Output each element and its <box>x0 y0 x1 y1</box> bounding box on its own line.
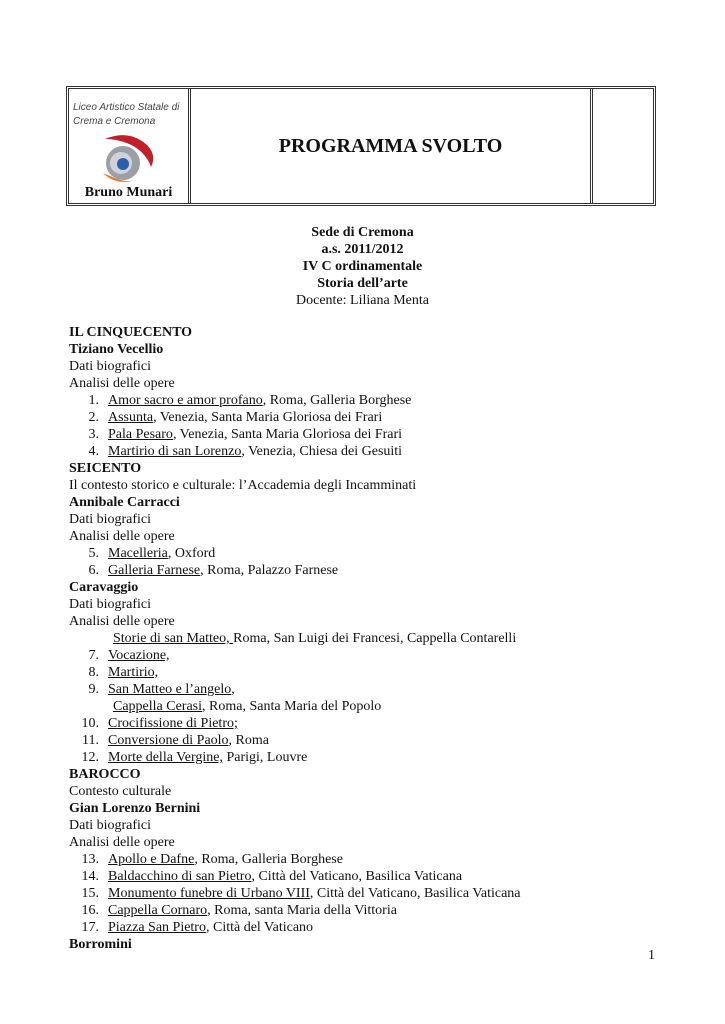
analisi-opere: Analisi delle opere <box>69 835 175 850</box>
work-title: Cappella Cornaro <box>108 903 208 918</box>
contesto-seicento: Il contesto storico e culturale: l’Accademia degli Incamminati <box>69 478 417 493</box>
artist-bernini: Gian Lorenzo Bernini <box>69 801 201 816</box>
course-info <box>0 224 725 309</box>
work-title: Assunta <box>108 410 154 425</box>
document-title: PROGRAMMA SVOLTO <box>278 134 503 157</box>
dati-biografici: Dati biografici <box>69 359 152 374</box>
work-title: Morte della Vergine, <box>108 750 223 765</box>
work-title: Vocazione, <box>108 648 170 663</box>
analisi-opere: Analisi delle opere <box>69 376 175 391</box>
work-title: Martirio di san Lorenzo <box>108 444 242 459</box>
work-title: Crocifissione di Pietro; <box>108 716 238 731</box>
dati-biografici: Dati biografici <box>69 818 152 833</box>
work-title: Martirio, <box>108 665 159 680</box>
materia: Storia dell’arte <box>317 276 408 291</box>
artist-tiziano: Tiziano Vecellio <box>69 342 164 357</box>
school-caption <box>73 101 191 129</box>
artist-borromini: Borromini <box>69 937 132 952</box>
artist-carracci: Annibale Carracci <box>69 495 180 510</box>
work-title: Amor sacro e amor profano <box>108 393 263 408</box>
dati-biografici: Dati biografici <box>69 512 152 527</box>
analisi-opere: Analisi delle opere <box>69 529 175 544</box>
work-title: Storie di san Matteo, <box>113 631 234 646</box>
sede: Sede di Cremona <box>311 225 414 240</box>
work-title: Galleria Farnese <box>108 563 201 578</box>
school-line-2: Crema e Cremona <box>73 116 156 127</box>
contesto-barocco: Contesto culturale <box>69 784 172 799</box>
header-table <box>66 86 656 206</box>
heading-barocco: BAROCCO <box>69 767 141 782</box>
school-line-1: Liceo Artistico Statale di <box>73 102 180 113</box>
work-title: San Matteo e l’angelo <box>108 682 232 697</box>
work-title: Apollo e Dafne <box>108 852 195 867</box>
artist-caravaggio: Caravaggio <box>69 580 139 595</box>
page-number: 1 <box>648 948 655 963</box>
work-title: Piazza San Pietro <box>108 920 206 935</box>
work-title: Pala Pesaro <box>108 427 173 442</box>
analisi-opere: Analisi delle opere <box>69 614 175 629</box>
work-title: Cappella Cerasi <box>113 699 203 714</box>
heading-cinquecento: IL CINQUECENTO <box>69 325 193 340</box>
empty-cell <box>593 89 653 203</box>
dati-biografici: Dati biografici <box>69 597 152 612</box>
classe: IV C ordinamentale <box>302 259 423 274</box>
school-logo-icon <box>99 133 161 187</box>
work-title: Conversione di Paolo <box>108 733 229 748</box>
anno-scolastico: a.s. 2011/2012 <box>321 242 404 257</box>
title-cell <box>191 89 593 203</box>
heading-seicento: SEICENTO <box>69 461 142 476</box>
work-title: Baldacchino di san Pietro <box>108 869 252 884</box>
logo-cell <box>69 89 191 203</box>
work-title: Macelleria <box>108 546 168 561</box>
docente: Docente: Liliana Menta <box>296 293 429 308</box>
school-name: Bruno Munari <box>84 185 173 200</box>
work-title: Monumento funebre di Urbano VIII <box>108 886 310 901</box>
